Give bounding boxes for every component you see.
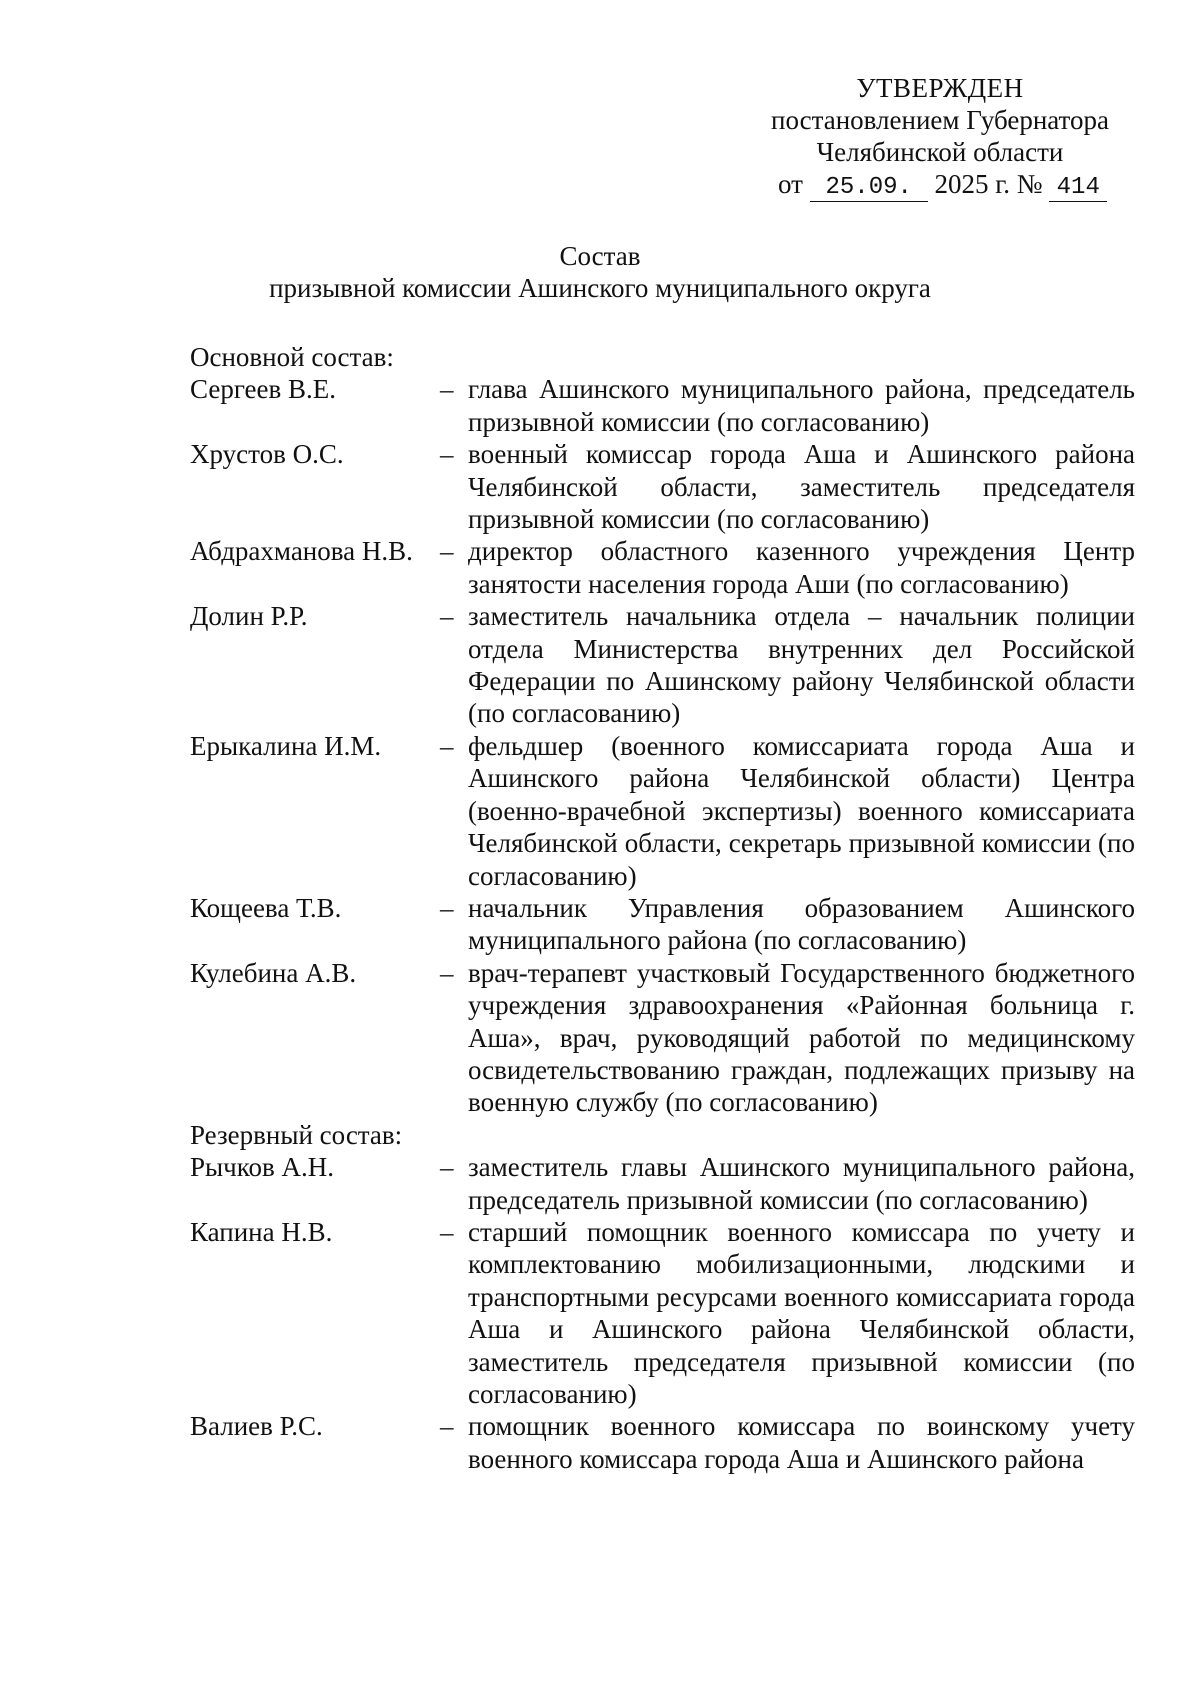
- member-role: военный комиссар города Аша и Ашинского района Челябинской области, заместитель председателя призывной комиссии (по согласованию): [468, 439, 1135, 535]
- member-name: Долин Р.Р.: [190, 601, 308, 632]
- member-row: [190, 373, 1135, 438]
- member-role: старший помощник военного комиссара по учету и комплектованию мобилизационными, людскими и транспортными ресурсами военного комиссариата города Аша и Ашинского района Челябинской области, заместитель председателя призывной комиссии (по согласованию): [468, 1216, 1135, 1409]
- member-role: начальник Управления образованием Ашинского муниципального района (по согласованию): [468, 892, 1135, 956]
- document-subtitle: призывной комиссии Ашинского муниципального округа: [269, 273, 931, 303]
- member-name: Кулебина А.В.: [190, 957, 357, 988]
- dash-separator: –: [440, 536, 454, 567]
- dash-separator: –: [440, 1152, 454, 1183]
- member-name: Рычков А.Н.: [190, 1152, 334, 1183]
- member-row: [190, 1151, 1135, 1216]
- member-row: [190, 892, 1135, 957]
- member-role: врач-терапевт участковый Государственного бюджетного учреждения здравоохранения «Районная больница г. Аша», врач, руководящий работой по медицинскому освидетельствованию граждан, подлежащих призыву на военную службу (по согласованию): [468, 957, 1135, 1118]
- member-row: [190, 535, 1135, 600]
- reserve-composition-label: Резервный состав:: [190, 1119, 403, 1150]
- decree-number-field: 414: [1049, 175, 1107, 202]
- member-row: [190, 730, 1135, 892]
- main-composition-label: Основной состав:: [190, 342, 394, 372]
- from-prefix: от: [778, 169, 803, 199]
- member-row: [190, 1216, 1135, 1410]
- document-heading: [0, 240, 1200, 304]
- dash-separator: –: [440, 730, 454, 761]
- document-title: Состав: [559, 241, 641, 271]
- member-role: глава Ашинского муниципального района, председатель призывной комиссии (по согласованию): [468, 374, 1135, 437]
- region-line: Челябинской области: [816, 137, 1064, 167]
- member-name: Сергеев В.Е.: [190, 374, 337, 405]
- member-role: фельдшер (военного комиссариата города Аша и Ашинского района Челябинской области) Центра (военно-врачебной экспертизы) военного комиссариата Челябинской области, секретарь призывной комиссии (по согласованию): [468, 730, 1135, 891]
- member-name: Абдрахманова Н.В.: [190, 536, 413, 567]
- approval-stamp: [740, 72, 1140, 202]
- member-name: Кощеева Т.В.: [190, 892, 342, 923]
- member-name: Ерыкалина И.М.: [190, 730, 382, 761]
- dash-separator: –: [440, 374, 454, 405]
- dash-separator: –: [440, 439, 454, 470]
- commission-roster: [190, 341, 1135, 1475]
- member-role: заместитель главы Ашинского муниципального района, председатель призывной комиссии (по согласованию): [468, 1152, 1135, 1215]
- dash-separator: –: [440, 1411, 454, 1442]
- member-name: Капина Н.В.: [190, 1216, 333, 1247]
- dash-separator: –: [440, 601, 454, 632]
- member-role: помощник военного комиссара по воинскому учету военного комиссара города Аша и Ашинского района: [468, 1411, 1135, 1474]
- approved-by-line: постановлением Губернатора: [771, 105, 1109, 135]
- member-role: директор областного казенного учреждения Центр занятости населения города Аши (по согласованию): [468, 536, 1135, 599]
- member-name: Валиев Р.С.: [190, 1411, 323, 1442]
- member-row: [190, 1410, 1135, 1475]
- member-name: Хрустов О.С.: [190, 439, 344, 470]
- dash-separator: –: [440, 892, 454, 923]
- decree-date-field: 25.09.: [810, 175, 928, 202]
- decree-year-label: 2025 г. №: [934, 169, 1043, 199]
- dash-separator: –: [440, 1216, 454, 1247]
- dash-separator: –: [440, 957, 454, 988]
- member-row: [190, 438, 1135, 535]
- member-row: [190, 600, 1135, 730]
- member-role: заместитель начальника отдела – начальник полиции отдела Министерства внутренних дел Российской Федерации по Ашинскому району Челябинской области (по согласованию): [468, 601, 1135, 729]
- approved-label: УТВЕРЖДЕН: [856, 73, 1024, 103]
- member-row: [190, 957, 1135, 1119]
- decree-date-line: [740, 168, 1140, 202]
